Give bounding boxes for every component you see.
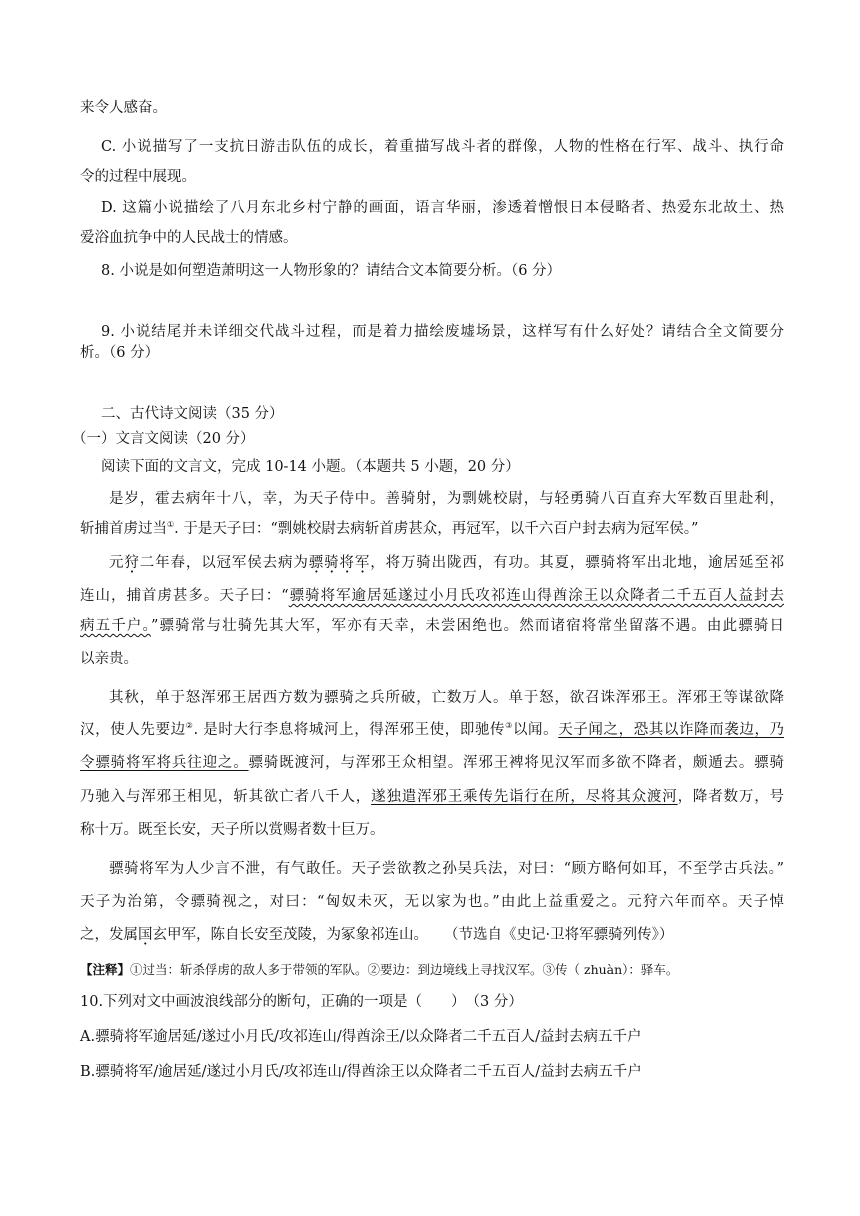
dotted-emphasis: 骠骑将军 [308,555,371,571]
passage-p2-line1: 元狩二年春，以冠军侯去病为骠骑将军，将万骑出陇西，有功。其夏，骠骑将军出北地，逾居延至祁 [109,555,785,571]
underlined-sentence-2: 遂独遣浑邪王乘传先诣行在所，尽将其众渡河 [371,789,678,805]
q7-option-d-line1: D. 这篇小说描绘了八月东北乡村宁静的画面，语言华丽，渗透着憎恨日本侵略者、热爱东北故土、热 [101,200,784,216]
wavy-underlined-text-end: 病五千户。 [80,618,151,634]
annotation-label: 【注释】 [80,962,131,977]
passage-p3-line2: 汉，使人先要边②. 是时大行李息将城河上，得浑邪王使，即驰传③以闻。天子闻之，恐其以诈降而袭边，乃 [80,721,785,738]
passage-p3-line4: 乃驰入与浑邪王相见，斩其欲亡者八千人，遂独遣浑邪王乘传先诣行在所，尽将其众渡河，降者数万，号 [80,789,785,805]
question-10-option-a[interactable]: A.骠骑将军逾居延/遂过小月氏/攻祁连山/得酋涂王/以众降者二千五百人/益封去病五千户 [80,1029,642,1045]
passage-p3-line5: 称十万。既至长安，天子所以赏赐者数十巨万。 [80,822,385,838]
reading-instruction: 阅读下面的文言文，完成 10-14 小题。（本题共 5 小题，20 分） [101,459,520,475]
passage-p2-line2: 连山，捕首虏甚多。天子曰：“骠骑将军逾居延遂过小月氏攻祁连山得酋涂王以众降者二千五百人益封去 [80,588,784,604]
section-2-subtitle: （一）文言文阅读（20 分） [72,431,255,447]
passage-p4-line1: 骠骑将军为人少言不泄，有气敢任。天子尝欲教之孙吴兵法，对曰：“顾方略何如耳，不至学古兵法。” [109,861,784,877]
passage-p4-line2: 天子为治第，令骠骑视之，对曰：“匈奴未灭，无以家为也。”由此上益重爱之。元狩六年而卒。天子悼 [80,894,784,910]
footnote-ref-2: ② [185,721,194,730]
passage-p1-line1: 是岁，霍去病年十八，幸，为天子侍中。善骑射，为剽姚校尉，与轻勇骑八百直弃大军数百里赴利， [109,491,784,507]
passage-p3-line3: 令骠骑将军将兵往迎之。骠骑既渡河，与浑邪王众相望。浑邪王裨将见汉军而多欲不降者，颇遁去。骠骑 [80,755,784,771]
underlined-sentence-1: 天子闻之，恐其以诈降而袭边，乃 [558,722,785,738]
q7-option-c-line1: C. 小说描写了一支抗日游击队伍的成长，着重描写战斗者的群像，人物的性格在行军、战斗、执行命 [101,139,784,155]
question-10-stem: 10.下列对文中画波浪线部分的断句，正确的一项是（ ） （3 分） [80,994,523,1010]
passage-p4-line3: 之，发属国玄甲军，陈自长安至茂陵，为冢象祁连山。 （节选自《史记·卫将军骠骑列传》） [80,927,674,943]
underlined-sentence-1-end: 令骠骑将军将兵往迎之。 [80,755,249,771]
q7-option-d-line2: 爱浴血抗争中的人民战士的情感。 [80,230,298,246]
annotation-note: 【注释】①过当：斩杀俘虏的敌人多于带领的军队。②要边：到边境线上寻找汉军。③传（ zhuàn）：驿车。 [80,962,679,977]
question-9-line2: 析。（6 分） [80,345,160,361]
question-9-line1: 9. 小说结尾并未详细交代战斗过程，而是着力描绘废墟场景，这样写有什么好处？请结合全文简要分 [101,324,784,340]
question-8: 8. 小说是如何塑造萧明这一人物形象的？请结合文本简要分析。（6 分） [101,263,562,279]
passage-p3-line1: 其秋，单于怒浑邪王居西方数为骠骑之兵所破，亡数万人。单于怒，欲召诛浑邪王。浑邪王等谋欲降 [109,690,784,706]
passage-p1-line2: 斩捕首虏过当①. 于是天子曰：“剽姚校尉去病斩首虏甚众，再冠军，以千六百户封去病为冠军侯。” [80,520,699,537]
question-10-option-b[interactable]: B.骠骑将军/逾居延/遂过小月氏/攻祁连山/得酋涂王以众降者二千五百人/益封去病五千户 [80,1064,642,1080]
q7-option-c-line2: 令的过程中展现。 [80,169,196,185]
q7-option-b-tail: 来令人感奋。 [80,100,167,116]
passage-p2-line3: 病五千户。”骠骑常与壮骑先其大军，军亦有天幸，未尝困绝也。然而诸宿将常坐留落不遇。由此骠骑日 [80,618,784,634]
passage-source: （节选自《史记·卫将军骠骑列传》） [444,927,674,943]
passage-p2-line4: 以亲贵。 [80,651,138,667]
footnote-ref-3: ③ [505,721,513,730]
footnote-ref-1: ① [167,520,175,529]
section-2-title: 二、古代诗文阅读（35 分） [101,406,284,422]
wavy-underlined-text: 骠骑将军逾居延遂过小月氏攻祁连山得酋涂王以众降者二千五百人益封去 [288,588,784,604]
